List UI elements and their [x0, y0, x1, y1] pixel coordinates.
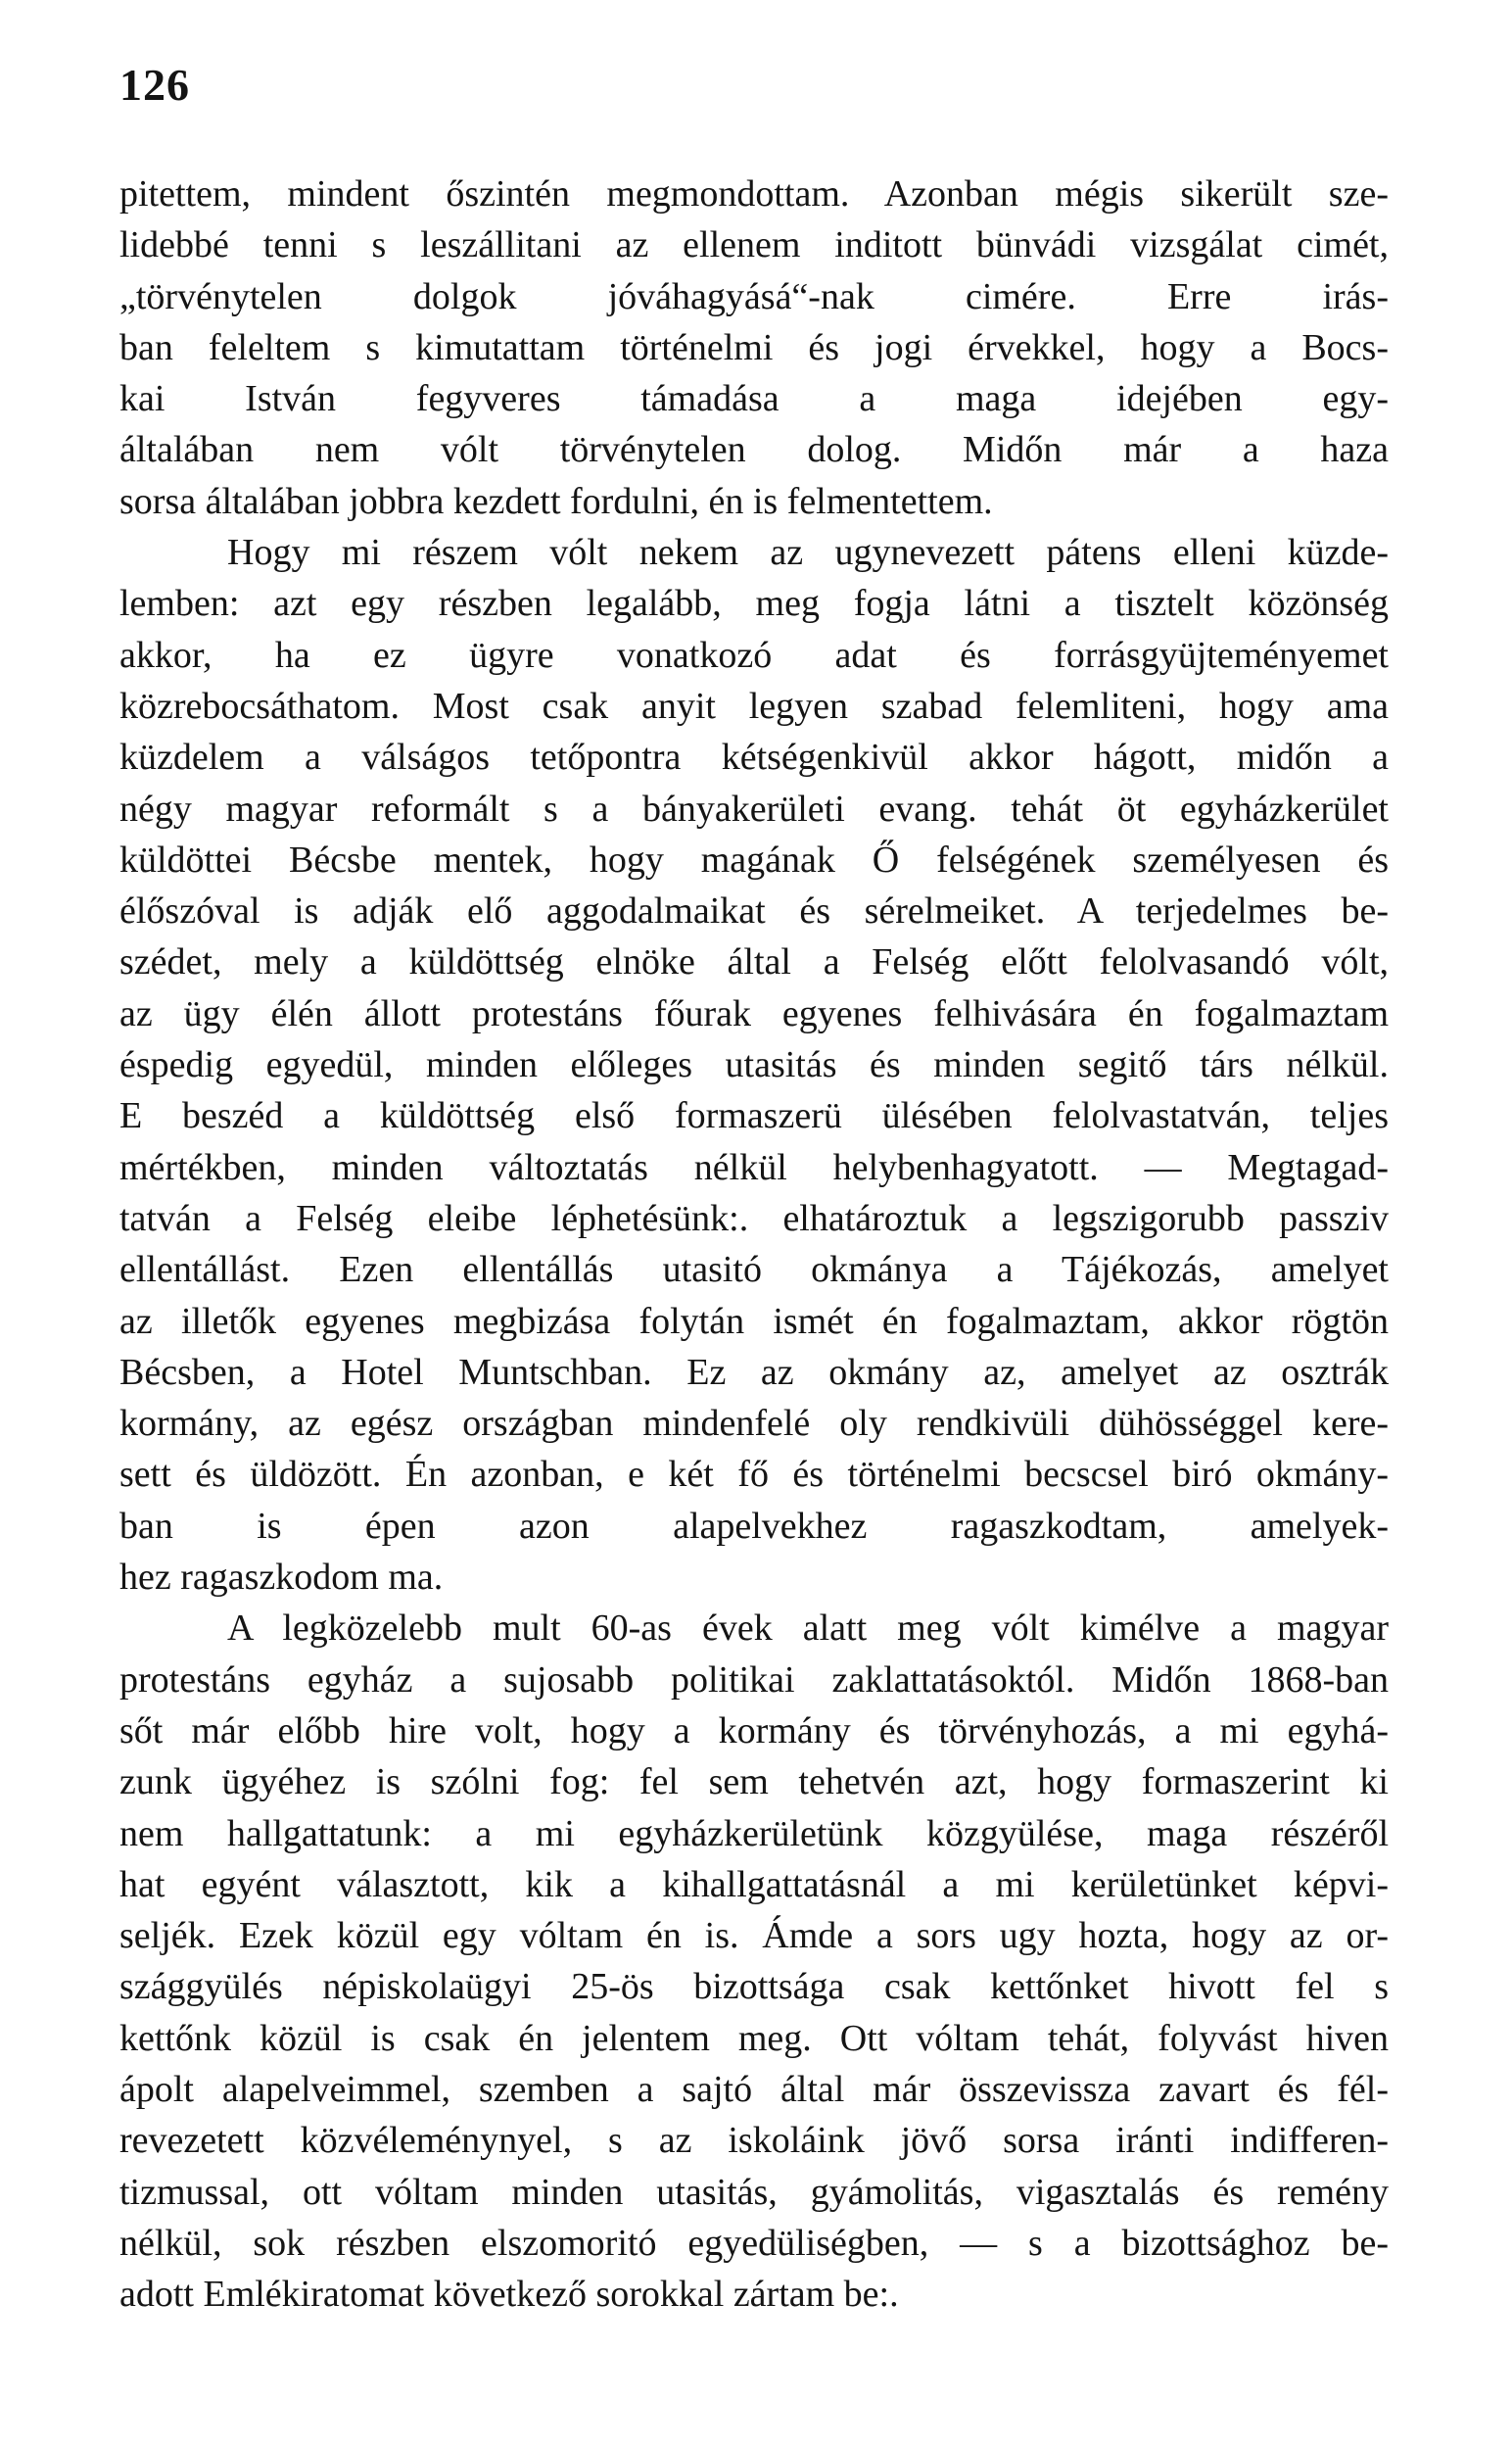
text-line: adott Emlékiratomat következő sorokkal zártam be:.: [119, 2274, 899, 2316]
text-line: sett és üldözött. Én azonban, e két fő és történelmi becscsel biró okmány-: [119, 1454, 1389, 1496]
text-line: az illetők egyenes megbizása folytán ismét én fogalmaztam, akkor rögtön: [119, 1300, 1389, 1342]
page-number: 126: [119, 60, 190, 110]
text-line: az ügy élén állott protestáns főurak egyenes felhivására én fogalmaztam: [119, 992, 1389, 1034]
text-line: akkor, ha ez ügyre vonatkozó adat és forrásgyüjteményemet: [119, 634, 1389, 676]
text-line: protestáns egyház a sujosabb politikai zaklattatásoktól. Midőn 1868-ban: [119, 1658, 1389, 1701]
text-line: nem hallgattatunk: a mi egyházkerületünk közgyülése, maga részéről: [119, 1812, 1389, 1854]
text-line: küzdelem a válságos tetőpontra kétségenkivül akkor hágott, midőn a: [119, 737, 1389, 779]
text-line: szédet, mely a küldöttség elnöke által a Felség előtt felolvasandó vólt,: [119, 941, 1389, 983]
text-line: zunk ügyéhez is szólni fog: fel sem tehetvén azt, hogy formaszerint ki: [119, 1761, 1389, 1803]
text-line: ápolt alapelveimmel, szemben a sajtó által már összevissza zavart és fél-: [119, 2068, 1389, 2110]
text-line: kai István fegyveres támadása a maga idejében egy-: [119, 378, 1389, 420]
text-line: közrebocsáthatom. Most csak anyit legyen szabad felemliteni, hogy ama: [119, 685, 1389, 727]
text-line: ban feleltem s kimutattam történelmi és jogi érvekkel, hogy a Bocs-: [119, 326, 1389, 368]
body-text: [119, 168, 1389, 2320]
text-line: mértékben, minden változtatás nélkül helybenhagyatott. — Megtagad-: [119, 1146, 1389, 1188]
text-line: „törvénytelen dolgok jóváhagyásá“-nak cimére. Erre irás-: [119, 275, 1389, 317]
text-line: ellentállást. Ezen ellentállás utasitó okmánya a Tájékozás, amelyet: [119, 1249, 1389, 1291]
text-line: küldöttei Bécsbe mentek, hogy magának Ő felségének személyesen és: [119, 839, 1389, 881]
text-line: kormány, az egész országban mindenfelé oly rendkivüli dühösséggel kere-: [119, 1403, 1389, 1445]
text-line: Hogy mi részem vólt nekem az ugynevezett pátens elleni küzde-: [227, 532, 1389, 574]
text-line: hat egyént választott, kik a kihallgattatásnál a mi kerületünket képvi-: [119, 1863, 1389, 1905]
text-line: lidebbé tenni s leszállitani az ellenem inditott bünvádi vizsgálat cimét,: [119, 224, 1389, 266]
text-line: Bécsben, a Hotel Muntschban. Ez az okmány az, amelyet az osztrák: [119, 1351, 1389, 1393]
text-line: sorsa általában jobbra kezdett fordulni, én is felmentettem.: [119, 480, 993, 522]
text-line: E beszéd a küldöttség első formaszerü ülésében felolvastatván, teljes: [119, 1095, 1389, 1137]
text-line: szággyülés népiskolaügyi 25-ös bizottsága csak kettőnket hivott fel s: [119, 1966, 1389, 2008]
text-line: revezetett közvéleménynyel, s az iskoláink jövő sorsa iránti indifferen-: [119, 2120, 1389, 2162]
text-line: hez ragaszkodom ma.: [119, 1557, 444, 1599]
text-line: lemben: azt egy részben legalább, meg fogja látni a tisztelt közönség: [119, 583, 1389, 625]
text-line: éspedig egyedül, minden előleges utasitás és minden segitő társ nélkül.: [119, 1044, 1389, 1086]
text-line: élőszóval is adják elő aggodalmaikat és sérelmeiket. A terjedelmes be-: [119, 890, 1389, 933]
text-line: ban is épen azon alapelvekhez ragaszkodtam, amelyek-: [119, 1505, 1389, 1547]
text-line: kettőnk közül is csak én jelentem meg. Ott vóltam tehát, folyvást hiven: [119, 2017, 1389, 2059]
text-line: általában nem vólt törvénytelen dolog. Midőn már a haza: [119, 429, 1389, 471]
text-line: tizmussal, ott vóltam minden utasitás, gyámolitás, vigasztalás és remény: [119, 2171, 1389, 2213]
text-line: pitettem, mindent őszintén megmondottam. Azonban mégis sikerült sze-: [119, 173, 1389, 215]
text-line: tatván a Felség eleibe léphetésünk:. elhatároztuk a legszigorubb passziv: [119, 1197, 1389, 1239]
text-line: sőt már előbb hire volt, hogy a kormány és törvényhozás, a mi egyhá-: [119, 1709, 1389, 1751]
text-line: A legközelebb mult 60-as évek alatt meg vólt kimélve a magyar: [227, 1607, 1389, 1650]
text-line: seljék. Ezek közül egy vóltam én is. Ámde a sors ugy hozta, hogy az or-: [119, 1915, 1389, 1957]
text-line: nélkül, sok részben elszomoritó egyedüliségben, — s a bizottsághoz be-: [119, 2222, 1389, 2264]
text-line: négy magyar reformált s a bányakerületi evang. tehát öt egyházkerület: [119, 788, 1389, 830]
